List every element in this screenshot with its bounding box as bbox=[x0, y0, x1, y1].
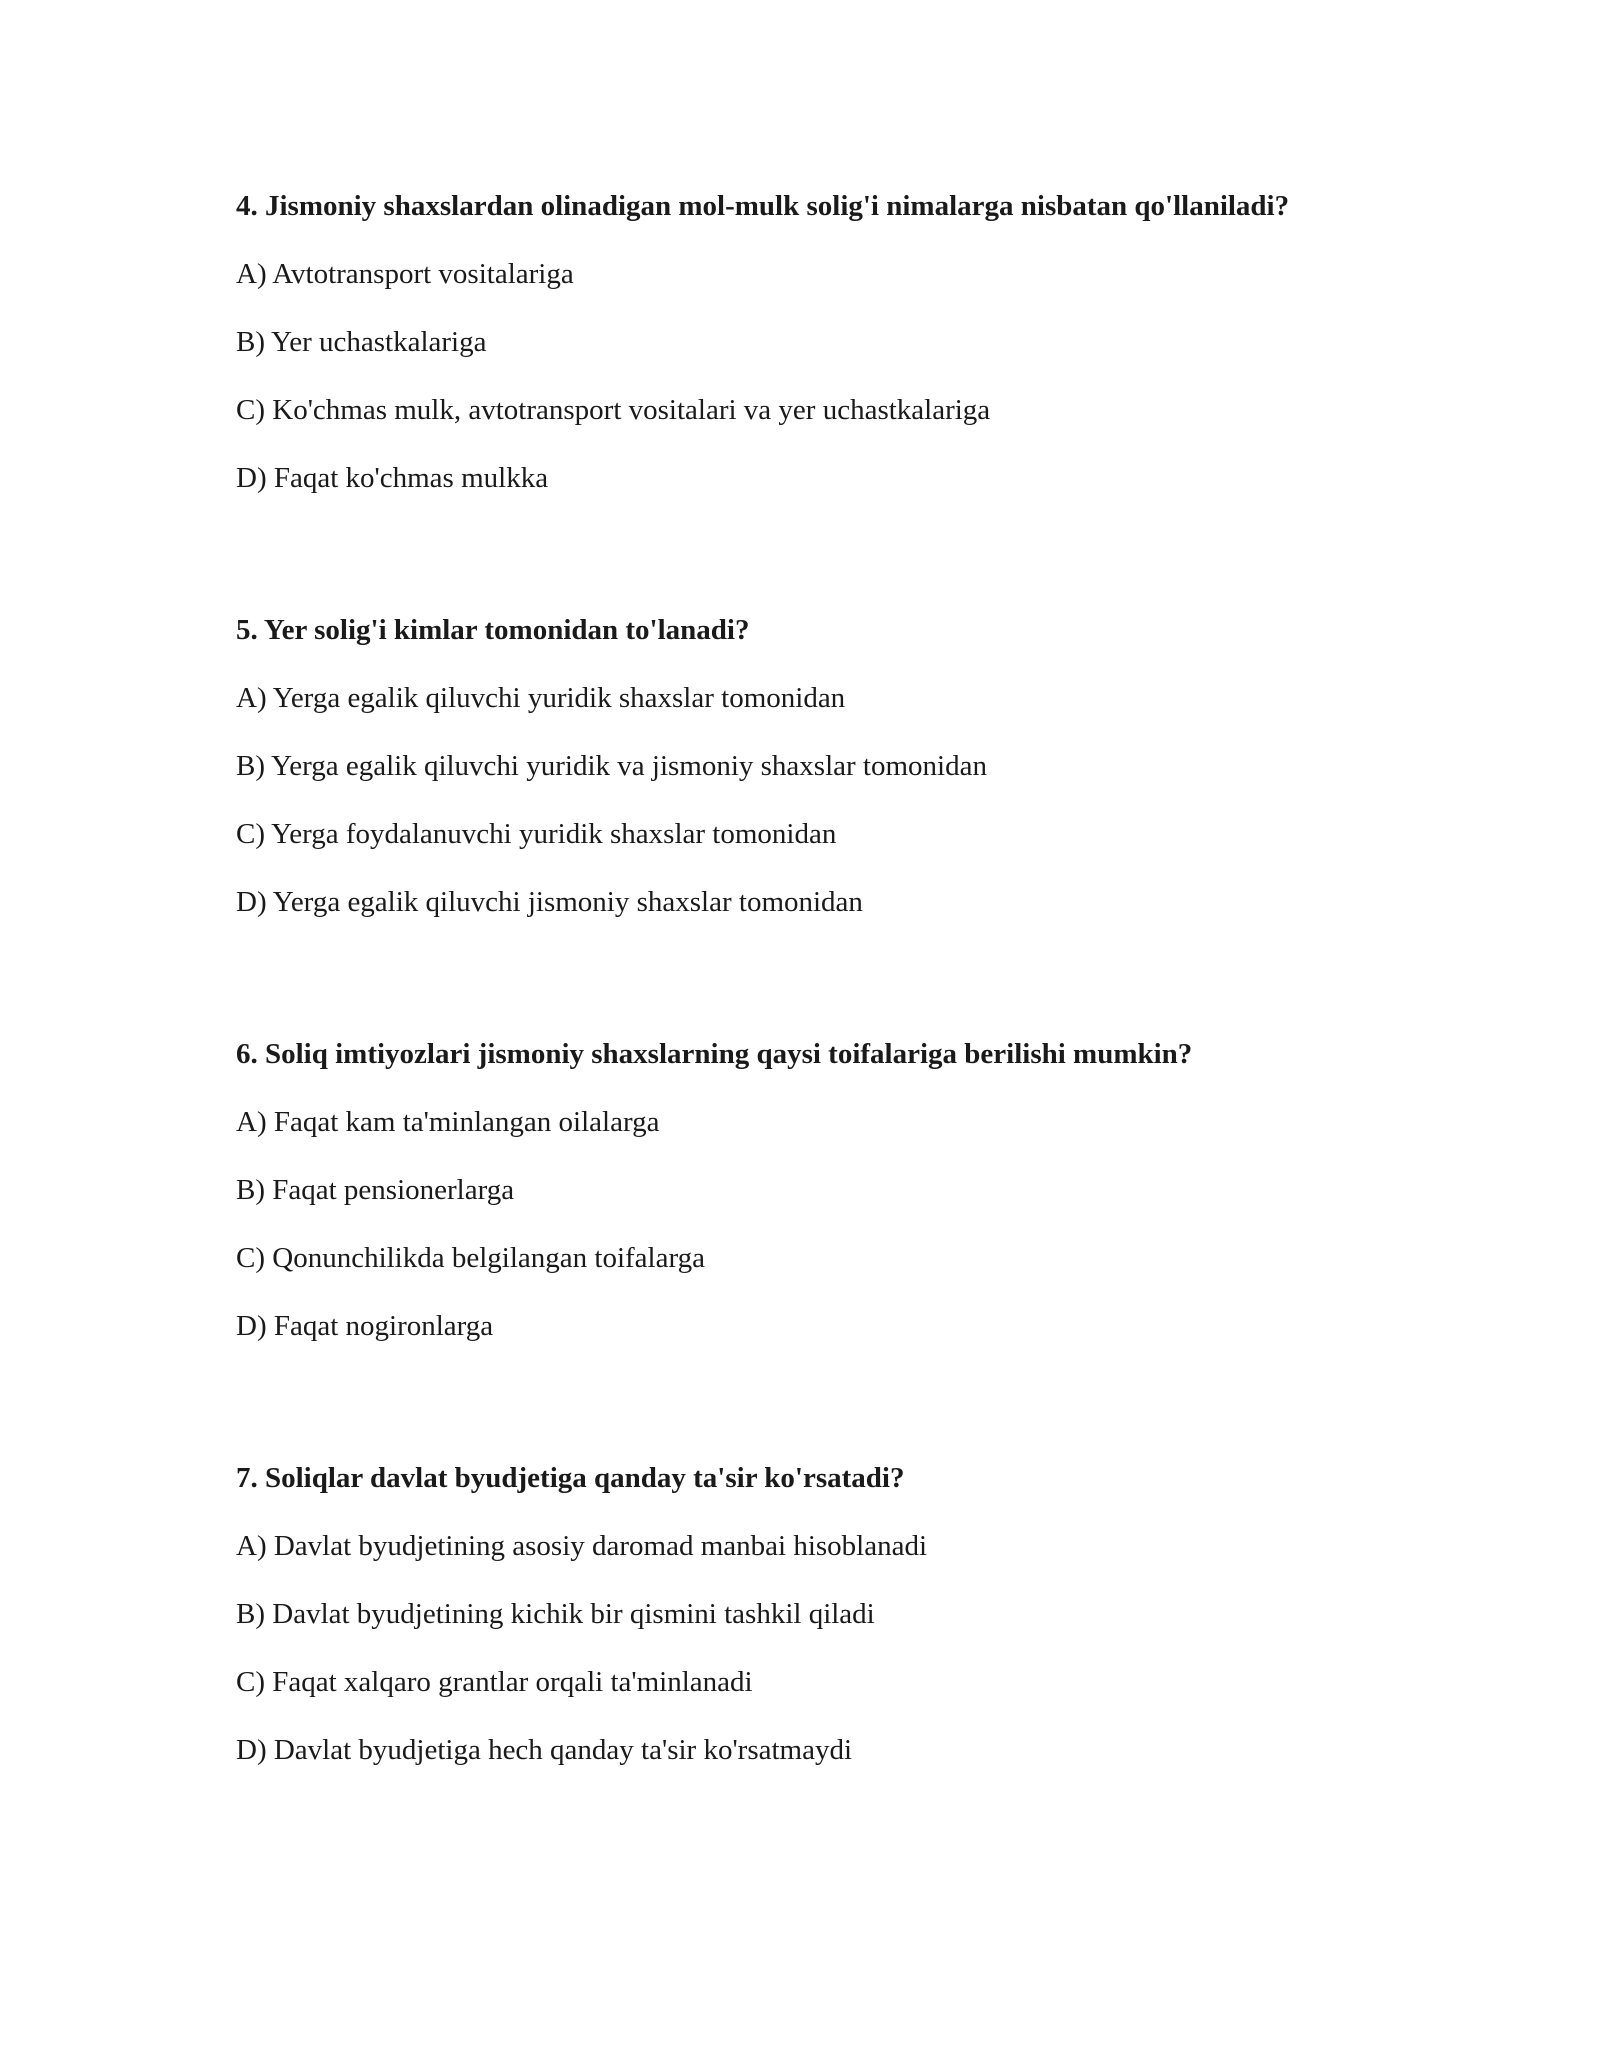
answer-option-c: C) Yerga foydalanuvchi yuridik shaxslar tomonidan bbox=[236, 818, 837, 850]
answer-option-a: A) Avtotransport vositalariga bbox=[236, 258, 574, 290]
answer-option-c: C) Qonunchilikda belgilangan toifalarga bbox=[236, 1242, 705, 1274]
question-title: 7. Soliqlar davlat byudjetiga qanday ta'sir ko'rsatadi? bbox=[236, 1462, 905, 1494]
answer-option-a: A) Davlat byudjetining asosiy daromad manbai hisoblanadi bbox=[236, 1530, 928, 1562]
answer-option-c: C) Faqat xalqaro grantlar orqali ta'minlanadi bbox=[236, 1666, 753, 1698]
answer-option-d: D) Davlat byudjetiga hech qanday ta'sir ko'rsatmaydi bbox=[236, 1734, 853, 1766]
question-7 bbox=[236, 1458, 1366, 1770]
answer-option-b: B) Yerga egalik qiluvchi yuridik va jismoniy shaxslar tomonidan bbox=[236, 750, 987, 782]
answer-option-c: C) Ko'chmas mulk, avtotransport vositalari va yer uchastkalariga bbox=[236, 394, 991, 426]
answer-option-d: D) Faqat nogironlarga bbox=[236, 1310, 494, 1342]
answer-option-b: B) Yer uchastkalariga bbox=[236, 326, 487, 358]
question-title: 6. Soliq imtiyozlari jismoniy shaxslarning qaysi toifalariga berilishi mumkin? bbox=[236, 1038, 1193, 1070]
question-4 bbox=[236, 186, 1366, 498]
answer-option-b: B) Faqat pensionerlarga bbox=[236, 1174, 515, 1206]
answer-option-a: A) Yerga egalik qiluvchi yuridik shaxslar tomonidan bbox=[236, 682, 846, 714]
question-title: 4. Jismoniy shaxslardan olinadigan mol-mulk solig'i nimalarga nisbatan qo'llaniladi? bbox=[236, 190, 1290, 222]
answer-option-d: D) Faqat ko'chmas mulkka bbox=[236, 462, 549, 494]
answer-option-b: B) Davlat byudjetining kichik bir qismini tashkil qiladi bbox=[236, 1598, 875, 1630]
question-6 bbox=[236, 1034, 1366, 1346]
question-title: 5. Yer solig'i kimlar tomonidan to'lanadi? bbox=[236, 614, 750, 646]
answer-option-a: A) Faqat kam ta'minlangan oilalarga bbox=[236, 1106, 660, 1138]
question-5 bbox=[236, 610, 1366, 922]
answer-option-d: D) Yerga egalik qiluvchi jismoniy shaxslar tomonidan bbox=[236, 886, 863, 918]
document-page bbox=[236, 186, 1366, 1770]
